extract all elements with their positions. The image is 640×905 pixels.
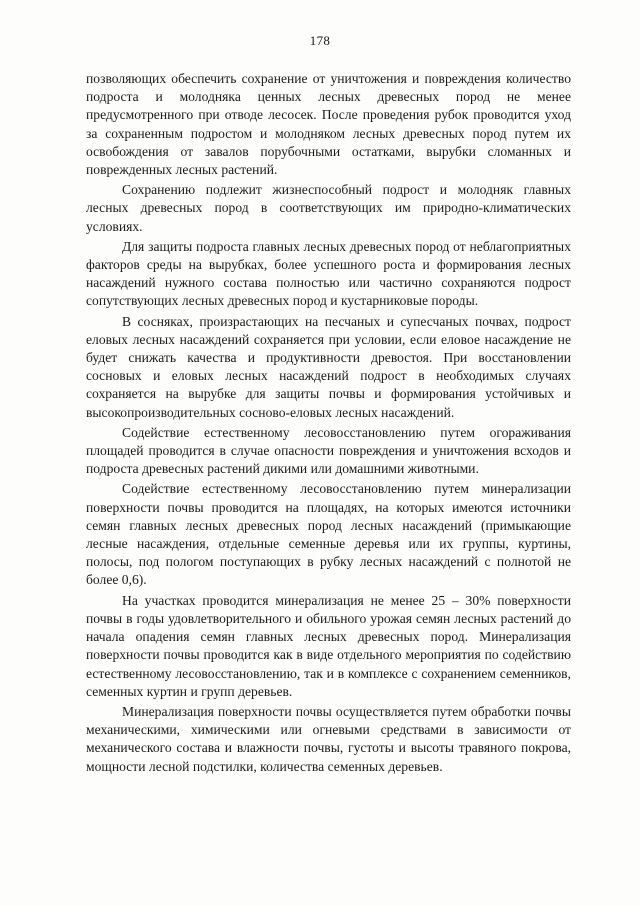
body-text bbox=[86, 70, 571, 776]
paragraph: Сохранению подлежит жизнеспособный подрост и молодняк главных лесных древесных пород в соответствующих им природно-климатических условиях. bbox=[86, 182, 571, 234]
paragraph: Минерализация поверхности почвы осуществляется путем обработки почвы механическими, химическими или огневыми средствами в зависимости от механического состава и влажности почвы, густоты и высоты травяного покрова, мощности лесной подстилки, количества семенных деревьев. bbox=[86, 703, 571, 774]
paragraph: На участках проводится минерализация не менее 25 – 30% поверхности почвы в годы удовлетворительного и обильного урожая семян лесных растений до начала опадения семян главных лесных древесных пород. Минерализация поверхности почвы проводится как в виде отдельного мероприятия по содействию естественному лесовосстановлению, так и в комплексе с сохранением семенников, семенных куртин и групп деревьев. bbox=[86, 592, 571, 699]
paragraph: Содействие естественному лесовосстановлению путем минерализации поверхности почвы проводится на площадях, на которых имеются источники семян главных лесных древесных пород лесных насаждений (примыкающие лесные насаждения, отдельные семенные деревья или их группы, куртины, полосы, под пологом поступающих в рубку лесных насаждений с полнотой не более 0,6). bbox=[86, 481, 571, 588]
paragraph: Для защиты подроста главных лесных древесных пород от неблагоприятных факторов среды на вырубках, более успешного роста и формирования лесных насаждений нужного состава полностью или частично сохраняются подрост сопутствующих лесных древесных пород и кустарниковые породы. bbox=[86, 238, 571, 309]
paragraph: Содействие естественному лесовосстановлению путем огораживания площадей проводится в случае опасности повреждения и уничтожения всходов и подроста древесных растений дикими или домашними животными. bbox=[86, 424, 571, 477]
paragraph: позволяющих обеспечить сохранение от уничтожения и повреждения количество подроста и молодняка ценных лесных древесных пород не менее предусмотренного при отводе лесосек. После проведения рубок проводится уход за сохраненным подростом и молодняком лесных древесных пород путем их освобождения от завалов порубочными остатками, вырубки сломанных и поврежденных лесных растений. bbox=[86, 71, 571, 178]
paragraph: В сосняках, произрастающих на песчаных и супесчаных почвах, подрост еловых лесных насаждений сохраняется при условии, если еловое насаждение не будет снижать качества и продуктивности древостоя. При восстановлении сосновых и еловых лесных насаждений подрост в необходимых случаях сохраняется на вырубке для защиты почвы и формирования устойчивых и высокопроизводительных сосново-еловых лесных насаждений. bbox=[86, 313, 571, 420]
page-number: 178 bbox=[309, 33, 331, 48]
